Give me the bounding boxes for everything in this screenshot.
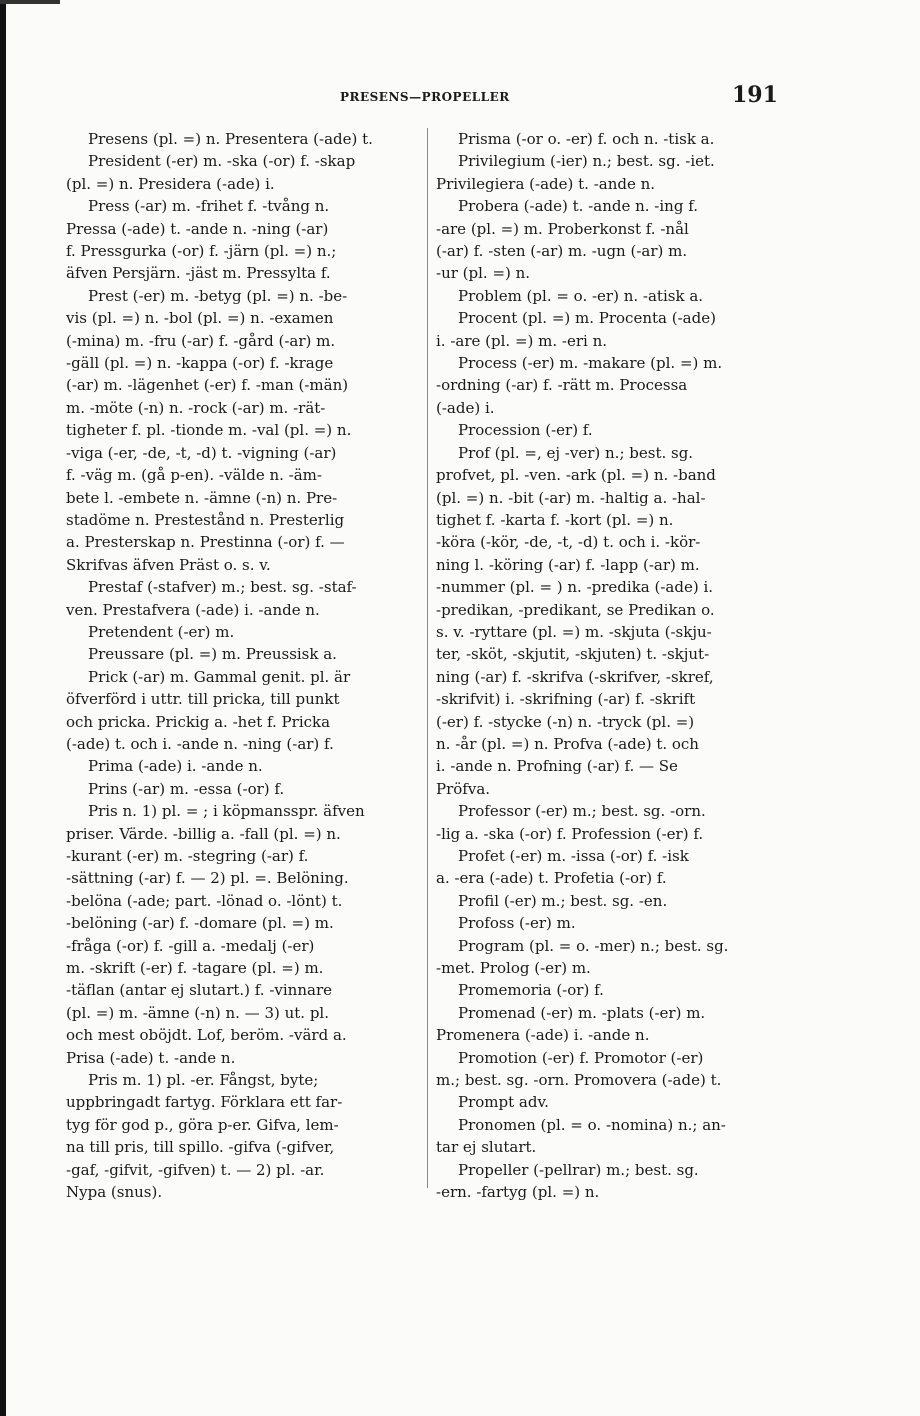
- entry-line: Pronomen (pl. = o. -nomina) n.; an-: [458, 1115, 726, 1134]
- entry-line: Pressa (-ade) t. -ande n. -ning (-ar): [66, 219, 329, 238]
- entry-line: i. -ande n. Profning (-ar) f. — Se: [436, 757, 678, 776]
- entry-line: (-ar) f. -sten (-ar) m. -ugn (-ar) m.: [436, 242, 688, 261]
- entry-line: f. -väg m. (gå p-en). -välde n. -äm-: [66, 466, 322, 485]
- entry-line: (pl. =) n. Presidera (-ade) i.: [66, 174, 275, 193]
- entry-line: äfven Persjärn. -jäst m. Pressylta f.: [66, 264, 331, 283]
- entry-line: -gäll (pl. =) n. -kappa (-or) f. -krage: [66, 354, 334, 373]
- entry-line: -belöna (-ade; part. -lönad o. -lönt) t.: [66, 891, 343, 910]
- entry-line: Press (-ar) m. -frihet f. -tvång n.: [88, 197, 330, 216]
- entry-line: ven. Prestafvera (-ade) i. -ande n.: [66, 600, 320, 619]
- entry-line: profvet, pl. -ven. -ark (pl. =) n. -band: [436, 466, 716, 485]
- entry-line: stadöme n. Prestestånd n. Presterlig: [66, 510, 345, 529]
- entry-line: Promenera (-ade) i. -ande n.: [436, 1026, 650, 1045]
- entry-line: s. v. -ryttare (pl. =) m. -skjuta (-skju-: [436, 622, 712, 641]
- entry-line: Probera (-ade) t. -ande n. -ing f.: [458, 197, 698, 216]
- entry-line: Process (-er) m. -makare (pl. =) m.: [458, 354, 723, 373]
- scan-border-left: [0, 0, 6, 1416]
- entry-line: Profoss (-er) m.: [458, 914, 576, 933]
- column-divider: [427, 128, 428, 1188]
- entry-line: Profet (-er) m. -issa (-or) f. -isk: [458, 847, 689, 865]
- entry-line: a. -era (-ade) t. Profetia (-or) f.: [436, 869, 667, 888]
- entry-line: Problem (pl. = o. -er) n. -atisk a.: [458, 286, 704, 305]
- entry-line: Professor (-er) m.; best. sg. -orn.: [458, 802, 706, 821]
- entry-line: Prisa (-ade) t. -ande n.: [66, 1048, 236, 1067]
- entry-line: (-ade) t. och i. -ande n. -ning (-ar) f.: [66, 734, 334, 753]
- entry-line: n. -år (pl. =) n. Profva (-ade) t. och: [436, 734, 699, 753]
- entry-line: Prins (-ar) m. -essa (-or) f.: [88, 779, 285, 798]
- entry-line: Presens (pl. =) n. Presentera (-ade) t.: [88, 130, 373, 148]
- entry-line: Preussare (pl. =) m. Preussisk a.: [88, 645, 337, 664]
- entry-line: Prof (pl. =, ej -ver) n.; best. sg.: [458, 443, 694, 462]
- entry-line: (-er) f. -stycke (-n) n. -tryck (pl. =): [436, 712, 695, 731]
- entry-line: (-ar) m. -lägenhet (-er) f. -man (-män): [66, 376, 349, 395]
- page-header: [60, 82, 780, 116]
- entry-line: Prick (-ar) m. Gammal genit. pl. är: [88, 667, 351, 686]
- entry-line: Pretendent (-er) m.: [88, 622, 235, 641]
- right-column: [436, 128, 778, 1204]
- entry-line: i. -are (pl. =) m. -eri n.: [436, 331, 608, 350]
- entry-line: m.; best. sg. -orn. Promovera (-ade) t.: [436, 1071, 722, 1090]
- entry-line: Promotion (-er) f. Promotor (-er): [458, 1048, 704, 1067]
- entry-line: -skrifvit) i. -skrifning (-ar) f. -skrift: [436, 690, 696, 709]
- entry-line: -ur (pl. =) n.: [436, 264, 531, 283]
- entry-line: tar ej slutart.: [436, 1138, 537, 1157]
- entry-line: Prisma (-or o. -er) f. och n. -tisk a.: [458, 130, 715, 148]
- entry-line: (-ade) i.: [436, 398, 495, 417]
- entry-line: m. -skrift (-er) f. -tagare (pl. =) m.: [66, 959, 324, 978]
- entry-line: -gaf, -gifvit, -gifven) t. — 2) pl. -ar.: [66, 1160, 325, 1179]
- entry-line: Procession (-er) f.: [458, 421, 593, 440]
- entry-line: -ordning (-ar) f. -rätt m. Processa: [436, 376, 688, 395]
- entry-line: Propeller (-pellrar) m.; best. sg.: [458, 1160, 699, 1179]
- entry-line: öfverförd i uttr. till pricka, till punkt: [66, 690, 340, 709]
- entry-line: Pröfva.: [436, 779, 491, 798]
- entry-line: (pl. =) m. -ämne (-n) n. — 3) ut. pl.: [66, 1003, 329, 1022]
- entry-line: Program (pl. = o. -mer) n.; best. sg.: [458, 936, 729, 955]
- entry-line: tighet f. -karta f. -kort (pl. =) n.: [436, 510, 674, 529]
- entry-line: -are (pl. =) m. Proberkonst f. -nål: [436, 219, 689, 238]
- entry-line: (-mina) m. -fru (-ar) f. -gård (-ar) m.: [66, 331, 336, 350]
- entry-line: Nypa (snus).: [66, 1183, 163, 1202]
- entry-line: m. -möte (-n) n. -rock (-ar) m. -rät-: [66, 398, 326, 417]
- entry-line: na till pris, till spillo. -gifva (-gifver,: [66, 1138, 335, 1157]
- page-number: 191: [732, 82, 778, 108]
- entry-line: ter, -sköt, -skjutit, -skjuten) t. -skjut-: [436, 645, 710, 664]
- entry-line: Prestaf (-stafver) m.; best. sg. -staf-: [88, 578, 357, 597]
- entry-line: -täflan (antar ej slutart.) f. -vinnare: [66, 981, 332, 1000]
- entry-line: Profil (-er) m.; best. sg. -en.: [458, 891, 668, 910]
- entry-line: -kurant (-er) m. -stegring (-ar) f.: [66, 847, 309, 865]
- entry-line: -fråga (-or) f. -gill a. -medalj (-er): [66, 936, 315, 955]
- entry-line: Prest (-er) m. -betyg (pl. =) n. -be-: [88, 286, 348, 305]
- entry-line: vis (pl. =) n. -bol (pl. =) n. -examen: [66, 309, 334, 328]
- entry-line: Procent (pl. =) m. Procenta (-ade): [458, 309, 716, 328]
- scan-border-top: [0, 0, 60, 4]
- entry-line: tigheter f. pl. -tionde m. -val (pl. =) n.: [66, 421, 352, 440]
- entry-line: Prima (-ade) i. -ande n.: [88, 757, 263, 776]
- entry-line: -predikan, -predikant, se Predikan o.: [436, 600, 715, 619]
- entry-line: och pricka. Prickig a. -het f. Pricka: [66, 712, 331, 731]
- entry-line: f. Pressgurka (-or) f. -järn (pl. =) n.;: [66, 242, 337, 261]
- entry-line: -lig a. -ska (-or) f. Profession (-er) f.: [436, 824, 704, 843]
- left-column: [66, 128, 408, 1204]
- entry-line: President (-er) m. -ska (-or) f. -skap: [88, 152, 356, 171]
- entry-line: (pl. =) n. -bit (-ar) m. -haltig a. -hal-: [436, 488, 706, 507]
- entry-line: -nummer (pl. = ) n. -predika (-ade) i.: [436, 578, 714, 597]
- entry-line: Privilegium (-ier) n.; best. sg. -iet.: [458, 152, 715, 171]
- entry-line: -belöning (-ar) f. -domare (pl. =) m.: [66, 914, 334, 933]
- entry-line: bete l. -embete n. -ämne (-n) n. Pre-: [66, 488, 338, 507]
- entry-line: -köra (-kör, -de, -t, -d) t. och i. -kör-: [436, 533, 701, 552]
- entry-line: a. Presterskap n. Prestinna (-or) f. —: [66, 533, 345, 552]
- entry-line: Skrifvas äfven Präst o. s. v.: [66, 555, 271, 574]
- entry-line: ning l. -köring (-ar) f. -lapp (-ar) m.: [436, 555, 700, 574]
- entry-line: Prompt adv.: [458, 1093, 549, 1112]
- entry-line: Pris m. 1) pl. -er. Fångst, byte;: [88, 1071, 319, 1090]
- entry-line: Pris n. 1) pl. = ; i köpmansspr. äfven: [88, 802, 365, 821]
- running-head: PRESENS—PROPELLER: [340, 90, 510, 104]
- entry-line: ning (-ar) f. -skrifva (-skrifver, -skref,: [436, 667, 714, 686]
- entry-line: priser. Värde. -billig a. -fall (pl. =) n.: [66, 824, 341, 843]
- entry-line: tyg för god p., göra p-er. Gifva, lem-: [66, 1115, 339, 1134]
- entry-line: uppbringadt fartyg. Förklara ett far-: [66, 1093, 343, 1112]
- entry-line: -ern. -fartyg (pl. =) n.: [436, 1183, 600, 1202]
- entry-line: och mest oböjdt. Lof, beröm. -värd a.: [66, 1026, 347, 1045]
- entry-line: Promenad (-er) m. -plats (-er) m.: [458, 1003, 706, 1022]
- entry-line: -sättning (-ar) f. — 2) pl. =. Belöning.: [66, 869, 349, 888]
- entry-line: -met. Prolog (-er) m.: [436, 959, 591, 978]
- entry-line: Privilegiera (-ade) t. -ande n.: [436, 174, 656, 193]
- entry-line: -viga (-er, -de, -t, -d) t. -vigning (-ar): [66, 443, 337, 462]
- entry-line: Promemoria (-or) f.: [458, 981, 604, 1000]
